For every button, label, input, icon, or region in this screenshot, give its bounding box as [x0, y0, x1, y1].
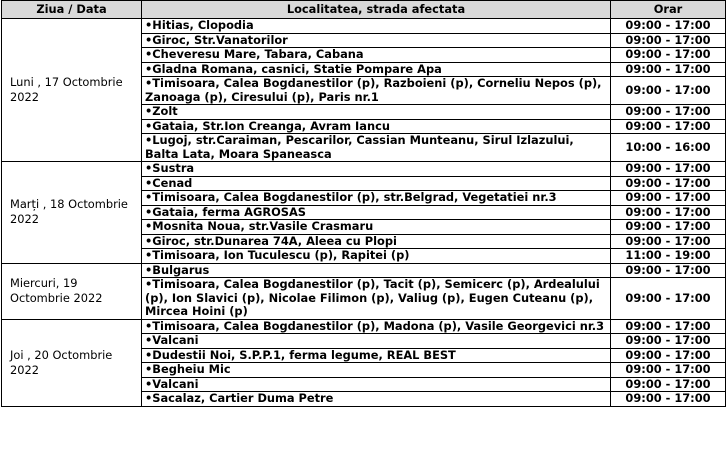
location-cell: •Zolt: [142, 105, 611, 120]
time-cell: 09:00 - 17:00: [611, 263, 726, 278]
location-cell: •Valcani: [142, 377, 611, 392]
location-cell: •Bulgarus: [142, 263, 611, 278]
time-cell: 09:00 - 17:00: [611, 33, 726, 48]
location-cell: •Sustra: [142, 162, 611, 177]
location-cell: •Mosnita Noua, str.Vasile Crasmaru: [142, 220, 611, 235]
day-cell: Miercuri, 19 Octombrie 2022: [2, 263, 142, 319]
time-cell: 09:00 - 17:00: [611, 278, 726, 320]
location-cell: •Valcani: [142, 334, 611, 349]
time-cell: 09:00 - 17:00: [611, 334, 726, 349]
location-cell: •Sacalaz, Cartier Duma Petre: [142, 392, 611, 407]
location-cell: •Hitias, Clopodia: [142, 19, 611, 34]
time-cell: 09:00 - 17:00: [611, 392, 726, 407]
table-row: [2, 162, 726, 177]
time-cell: 09:00 - 17:00: [611, 19, 726, 34]
table-row: [2, 19, 726, 34]
location-cell: •Cenad: [142, 176, 611, 191]
time-cell: 09:00 - 17:00: [611, 220, 726, 235]
location-cell: •Cheveresu Mare, Tabara, Cabana: [142, 48, 611, 63]
time-cell: 09:00 - 17:00: [611, 348, 726, 363]
time-cell: 09:00 - 17:00: [611, 119, 726, 134]
time-cell: 09:00 - 17:00: [611, 105, 726, 120]
time-cell: 09:00 - 17:00: [611, 319, 726, 334]
location-cell: •Timisoara, Calea Bogdanestilor (p), Tacit (p), Semicerc (p), Ardealului (p), Ion Slavici (p), Nicolae Filimon (p), Valiug (p), Eugen Cuteanu (p), Mircea Hoini (p): [142, 278, 611, 320]
time-cell: 09:00 - 17:00: [611, 162, 726, 177]
time-cell: 09:00 - 17:00: [611, 48, 726, 63]
location-cell: •Timisoara, Calea Bogdanestilor (p), str.Belgrad, Vegetatiei nr.3: [142, 191, 611, 206]
time-cell: 09:00 - 17:00: [611, 234, 726, 249]
day-cell: Luni , 17 Octombrie 2022: [2, 19, 142, 162]
header-location: Localitatea, strada afectata: [142, 1, 611, 19]
location-cell: •Begheiu Mic: [142, 363, 611, 378]
time-cell: 09:00 - 17:00: [611, 191, 726, 206]
time-cell: 09:00 - 17:00: [611, 62, 726, 77]
time-cell: 09:00 - 17:00: [611, 377, 726, 392]
location-cell: •Giroc, str.Dunarea 74A, Aleea cu Plopi: [142, 234, 611, 249]
header-day: Ziua / Data: [2, 1, 142, 19]
outage-schedule-table: [1, 0, 726, 407]
time-cell: 09:00 - 17:00: [611, 176, 726, 191]
table-body: [2, 19, 726, 407]
table-row: [2, 319, 726, 334]
location-cell: •Dudestii Noi, S.P.P.1, ferma legume, REAL BEST: [142, 348, 611, 363]
header-row: [2, 1, 726, 19]
location-cell: •Timisoara, Calea Bogdanestilor (p), Razboieni (p), Corneliu Nepos (p), Zanoaga (p), Ciresului (p), Paris nr.1: [142, 77, 611, 105]
header-schedule: Orar: [611, 1, 726, 19]
time-cell: 09:00 - 17:00: [611, 363, 726, 378]
time-cell: 09:00 - 17:00: [611, 205, 726, 220]
location-cell: •Gladna Romana, casnici, Statie Pompare Apa: [142, 62, 611, 77]
table-row: [2, 263, 726, 278]
location-cell: •Gataia, ferma AGROSAS: [142, 205, 611, 220]
location-cell: •Giroc, Str.Vanatorilor: [142, 33, 611, 48]
time-cell: 10:00 - 16:00: [611, 134, 726, 162]
location-cell: •Timisoara, Ion Tuculescu (p), Rapitei (p): [142, 249, 611, 264]
location-cell: •Lugoj, str.Caraiman, Pescarilor, Cassian Munteanu, Sirul Izlazului, Balta Lata, Moara Spaneasca: [142, 134, 611, 162]
location-cell: •Gataia, Str.Ion Creanga, Avram Iancu: [142, 119, 611, 134]
day-cell: Joi , 20 Octombrie 2022: [2, 319, 142, 406]
day-cell: Marți , 18 Octombrie 2022: [2, 162, 142, 264]
time-cell: 11:00 - 19:00: [611, 249, 726, 264]
time-cell: 09:00 - 17:00: [611, 77, 726, 105]
location-cell: •Timisoara, Calea Bogdanestilor (p), Madona (p), Vasile Georgevici nr.3: [142, 319, 611, 334]
